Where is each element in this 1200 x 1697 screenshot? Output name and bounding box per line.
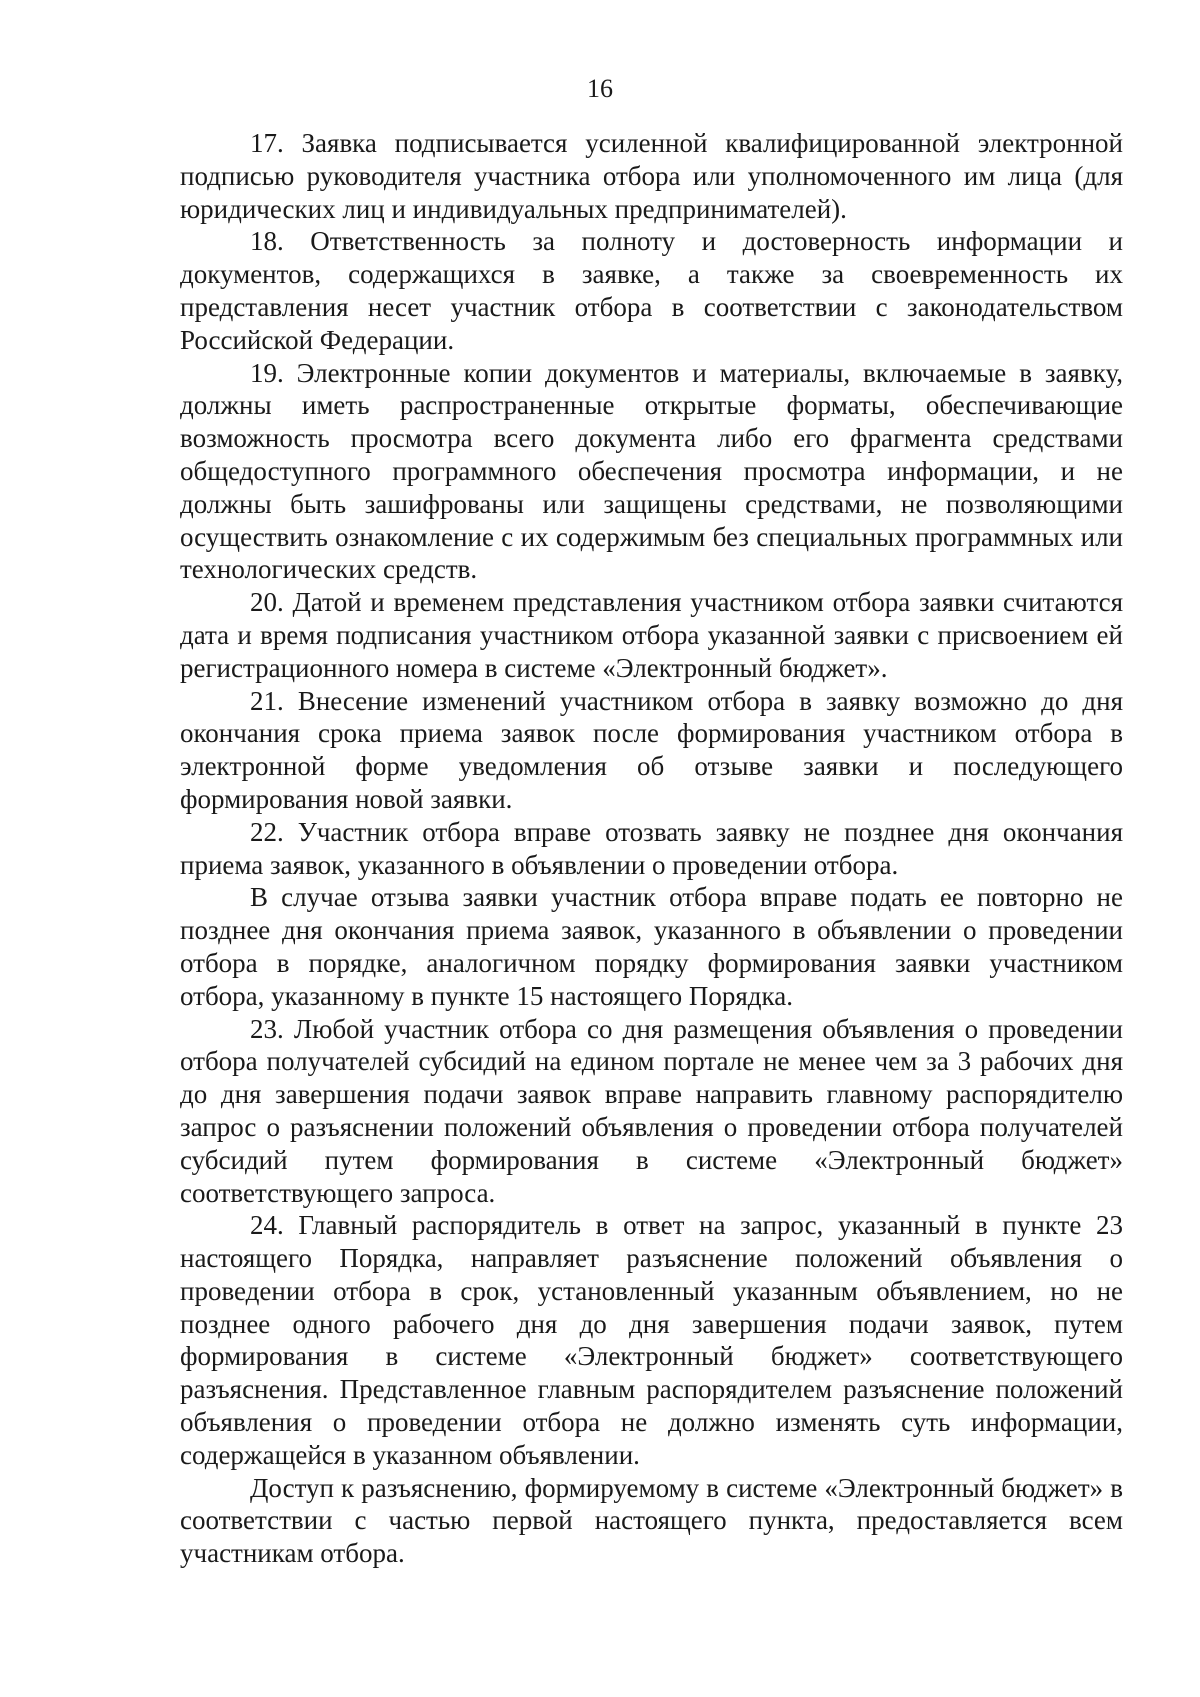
page-number: 16 [587,74,613,103]
paragraph-18: 18. Ответственность за полноту и достоверность информации и документов, содержащихся в заявке, а также за своевременность их представления несет участник отбора в соответствии с законодательством Российской Федерации. [180,226,1123,355]
paragraph-19: 19. Электронные копии документов и материалы, включаемые в заявку, должны иметь распространенные открытые форматы, обеспечивающие возможность просмотра всего документа либо его фрагмента средствами общедоступного программного обеспечения просмотра информации, и не должны быть зашифрованы или защищены средствами, не позволяющими осуществить ознакомление с их содержимым без специальных программных или технологических средств. [180,357,1123,585]
document-body [180,127,1123,1570]
paragraph-22: 22. Участник отбора вправе отозвать заявку не позднее дня окончания приема заявок, указанного в объявлении о проведении отбора. [180,816,1123,880]
paragraph-20: 20. Датой и временем представления участником отбора заявки считаются дата и время подписания участником отбора указанной заявки с присвоением ей регистрационного номера в системе «Электронный бюджет». [180,587,1123,683]
paragraph-17: 17. Заявка подписывается усиленной квалифицированной электронной подписью руководителя участника отбора или уполномоченного им лица (для юридических лиц и индивидуальных предпринимателей). [180,128,1123,224]
paragraph-21: 21. Внесение изменений участником отбора в заявку возможно до дня окончания срока приема заявок после формирования участником отбора в электронной форме уведомления об отзыве заявки и последующего формирования новой заявки. [180,685,1123,814]
paragraph-24-continuation: Доступ к разъяснению, формируемому в системе «Электронный бюджет» в соответствии с частью первой настоящего пункта, предоставляется всем участникам отбора. [180,1472,1123,1569]
paragraph-23: 23. Любой участник отбора со дня размещения объявления о проведении отбора получателей субсидий на едином портале не менее чем за 3 рабочих дня до дня завершения подачи заявок вправе направить главному распорядителю запрос о разъяснении положений объявления о проведении отбора получателей субсидий путем формирования в системе «Электронный бюджет» соответствующего запроса. [180,1013,1123,1208]
paragraph-22-continuation: В случае отзыва заявки участник отбора вправе подать ее повторно не позднее дня окончания приема заявок, указанного в объявлении о проведении отбора в порядке, аналогичном порядку формирования заявки участником отбора, указанному в пункте 15 настоящего Порядка. [180,882,1123,1011]
paragraph-24: 24. Главный распорядитель в ответ на запрос, указанный в пункте 23 настоящего Порядка, направляет разъяснение положений объявления о проведении отбора в срок, установленный указанным объявлением, но не позднее одного рабочего дня до дня завершения подачи заявок, путем формирования в системе «Электронный бюджет» соответствующего разъяснения. Представленное главным распорядителем разъяснение положений объявления о проведении отбора не должно изменять суть информации, содержащейся в указанном объявлении. [180,1210,1123,1470]
